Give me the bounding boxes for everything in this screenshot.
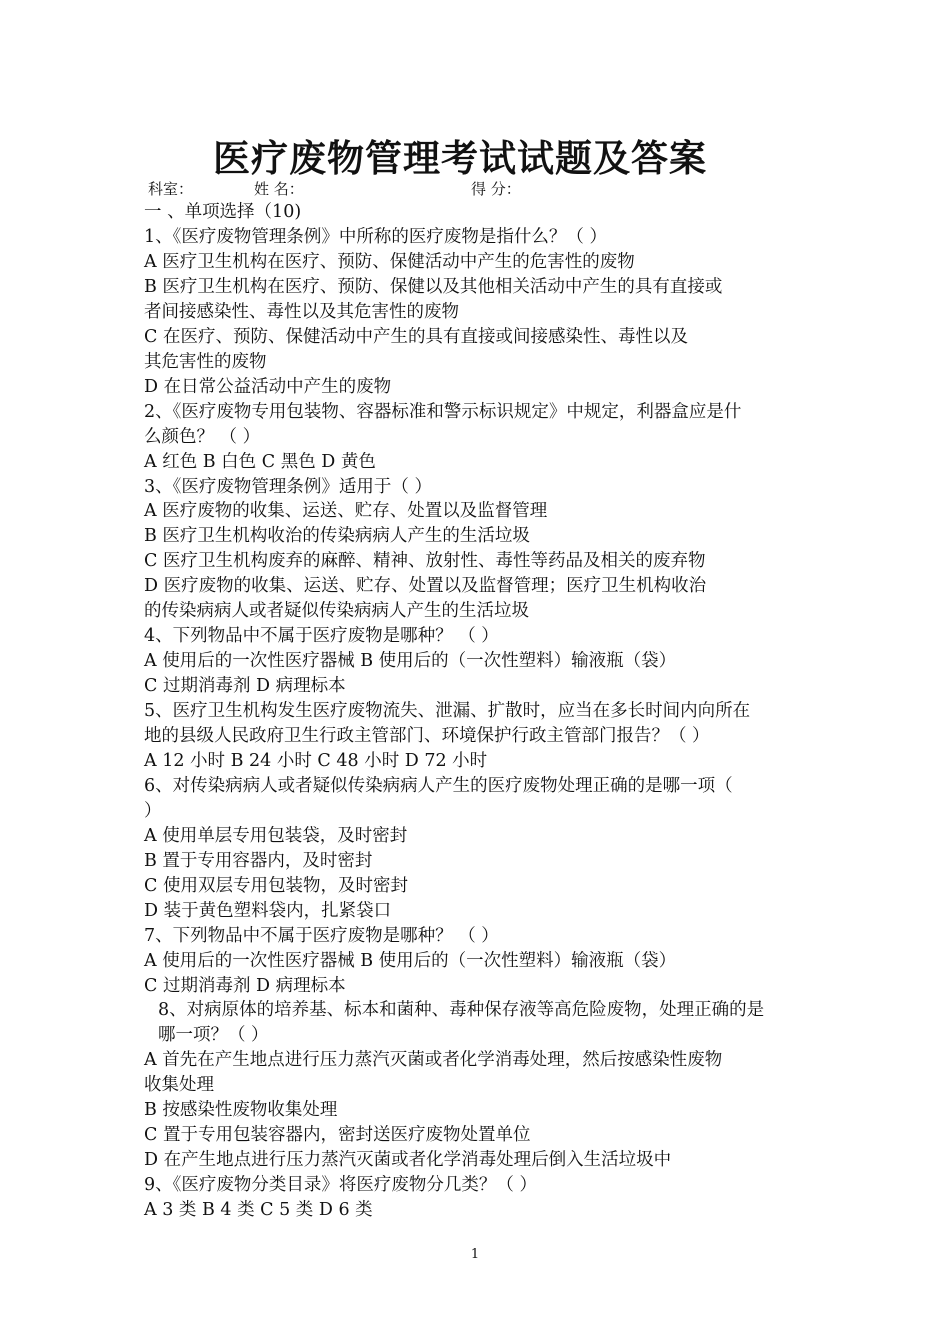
text-line: 6、对传染病病人或者疑似传染病病人产生的医疗废物处理正确的是哪一项（ <box>144 775 733 796</box>
text-line: 么颜色？ （ ） <box>144 426 261 447</box>
text-line: A 使用后的一次性医疗器械 B 使用后的（一次性塑料）输液瓶（袋） <box>144 651 677 672</box>
text-line: A 医疗卫生机构在医疗、预防、保健活动中产生的危害性的废物 <box>144 251 635 272</box>
text-line: 哪一项？（ ） <box>158 1025 269 1046</box>
text-line: ） <box>144 800 162 821</box>
text-line: C 置于专用包装容器内，密封送医疗废物处置单位 <box>144 1125 531 1146</box>
text-line: D 装于黄色塑料袋内，扎紧袋口 <box>144 900 392 921</box>
text-line: 的传染病病人或者疑似传染病病人产生的生活垃圾 <box>144 601 529 622</box>
text-line: 5、医疗卫生机构发生医疗废物流失、泄漏、扩散时，应当在多长时间内向所在 <box>144 701 751 722</box>
text-line: D 在日常公益活动中产生的废物 <box>144 376 392 397</box>
text-line: 1、《医疗废物管理条例》中所称的医疗废物是指什么？（ ） <box>144 227 607 247</box>
text-line: 3、《医疗废物管理条例》适用于（ ） <box>144 476 432 497</box>
text-line: B 按感染性废物收集处理 <box>144 1100 338 1121</box>
text-line: A 使用后的一次性医疗器械 B 使用后的（一次性塑料）输液瓶（袋） <box>144 950 677 971</box>
text-line: B 医疗卫生机构在医疗、预防、保健以及其他相关活动中产生的具有直接或 <box>144 276 723 297</box>
text-line: 地的县级人民政府卫生行政主管部门、环境保护行政主管部门报告？（ ） <box>144 726 710 746</box>
text-line: 7、下列物品中不属于医疗废物是哪种？ （ ） <box>144 925 499 946</box>
text-line: B 置于专用容器内，及时密封 <box>144 850 373 871</box>
text-line: 2、《医疗废物专用包装物、容器标准和警示标识规定》中规定，利器盒应是什 <box>144 401 742 422</box>
text-line: D 在产生地点进行压力蒸汽灭菌或者化学消毒处理后倒入生活垃圾中 <box>144 1150 672 1171</box>
name-label: 姓 名： <box>254 180 304 198</box>
text-line: 4、下列物品中不属于医疗废物是哪种？ （ ） <box>144 626 499 647</box>
text-line: A 12 小时 B 24 小时 C 48 小时 D 72 小时 <box>144 750 488 771</box>
text-line: C 使用双层专用包装物，及时密封 <box>144 875 408 896</box>
page-number: 1 <box>470 1247 480 1262</box>
text-line: C 过期消毒剂 D 病理标本 <box>144 676 346 697</box>
dept-label: 科室： <box>148 180 194 198</box>
text-line: D 医疗废物的收集、运送、贮存、处置以及监督管理；医疗卫生机构收治 <box>144 576 707 597</box>
text-line: A 3 类 B 4 类 C 5 类 D 6 类 <box>144 1200 373 1221</box>
text-line: A 使用单层专用包装袋，及时密封 <box>144 825 408 846</box>
document-title: 医疗废物管理考试试题及答案 <box>213 136 707 180</box>
text-line: A 医疗废物的收集、运送、贮存、处置以及监督管理 <box>144 501 548 522</box>
text-line: 8、对病原体的培养基、标本和菌种、毒种保存液等高危险废物，处理正确的是 <box>158 1000 765 1021</box>
text-line: C 医疗卫生机构废弃的麻醉、精神、放射性、毒性等药品及相关的废弃物 <box>144 551 706 572</box>
score-label: 得 分： <box>471 180 521 198</box>
text-line: A 红色 B 白色 C 黑色 D 黄色 <box>144 451 376 472</box>
text-line: C 在医疗、预防、保健活动中产生的具有直接或间接感染性、毒性以及 <box>144 326 688 347</box>
text-line: B 医疗卫生机构收治的传染病病人产生的生活垃圾 <box>144 526 530 547</box>
text-line: C 过期消毒剂 D 病理标本 <box>144 975 346 996</box>
section-heading: 一 、单项选择（10) <box>144 202 302 222</box>
text-line: A 首先在产生地点进行压力蒸汽灭菌或者化学消毒处理，然后按感染性废物 <box>144 1050 723 1071</box>
text-line: 者间接感染性、毒性以及其危害性的废物 <box>144 301 459 322</box>
text-line: 收集处理 <box>144 1075 214 1096</box>
text-line: 其危害性的废物 <box>144 351 267 372</box>
text-line: 9、《医疗废物分类目录》将医疗废物分几类？（ ） <box>144 1175 537 1196</box>
